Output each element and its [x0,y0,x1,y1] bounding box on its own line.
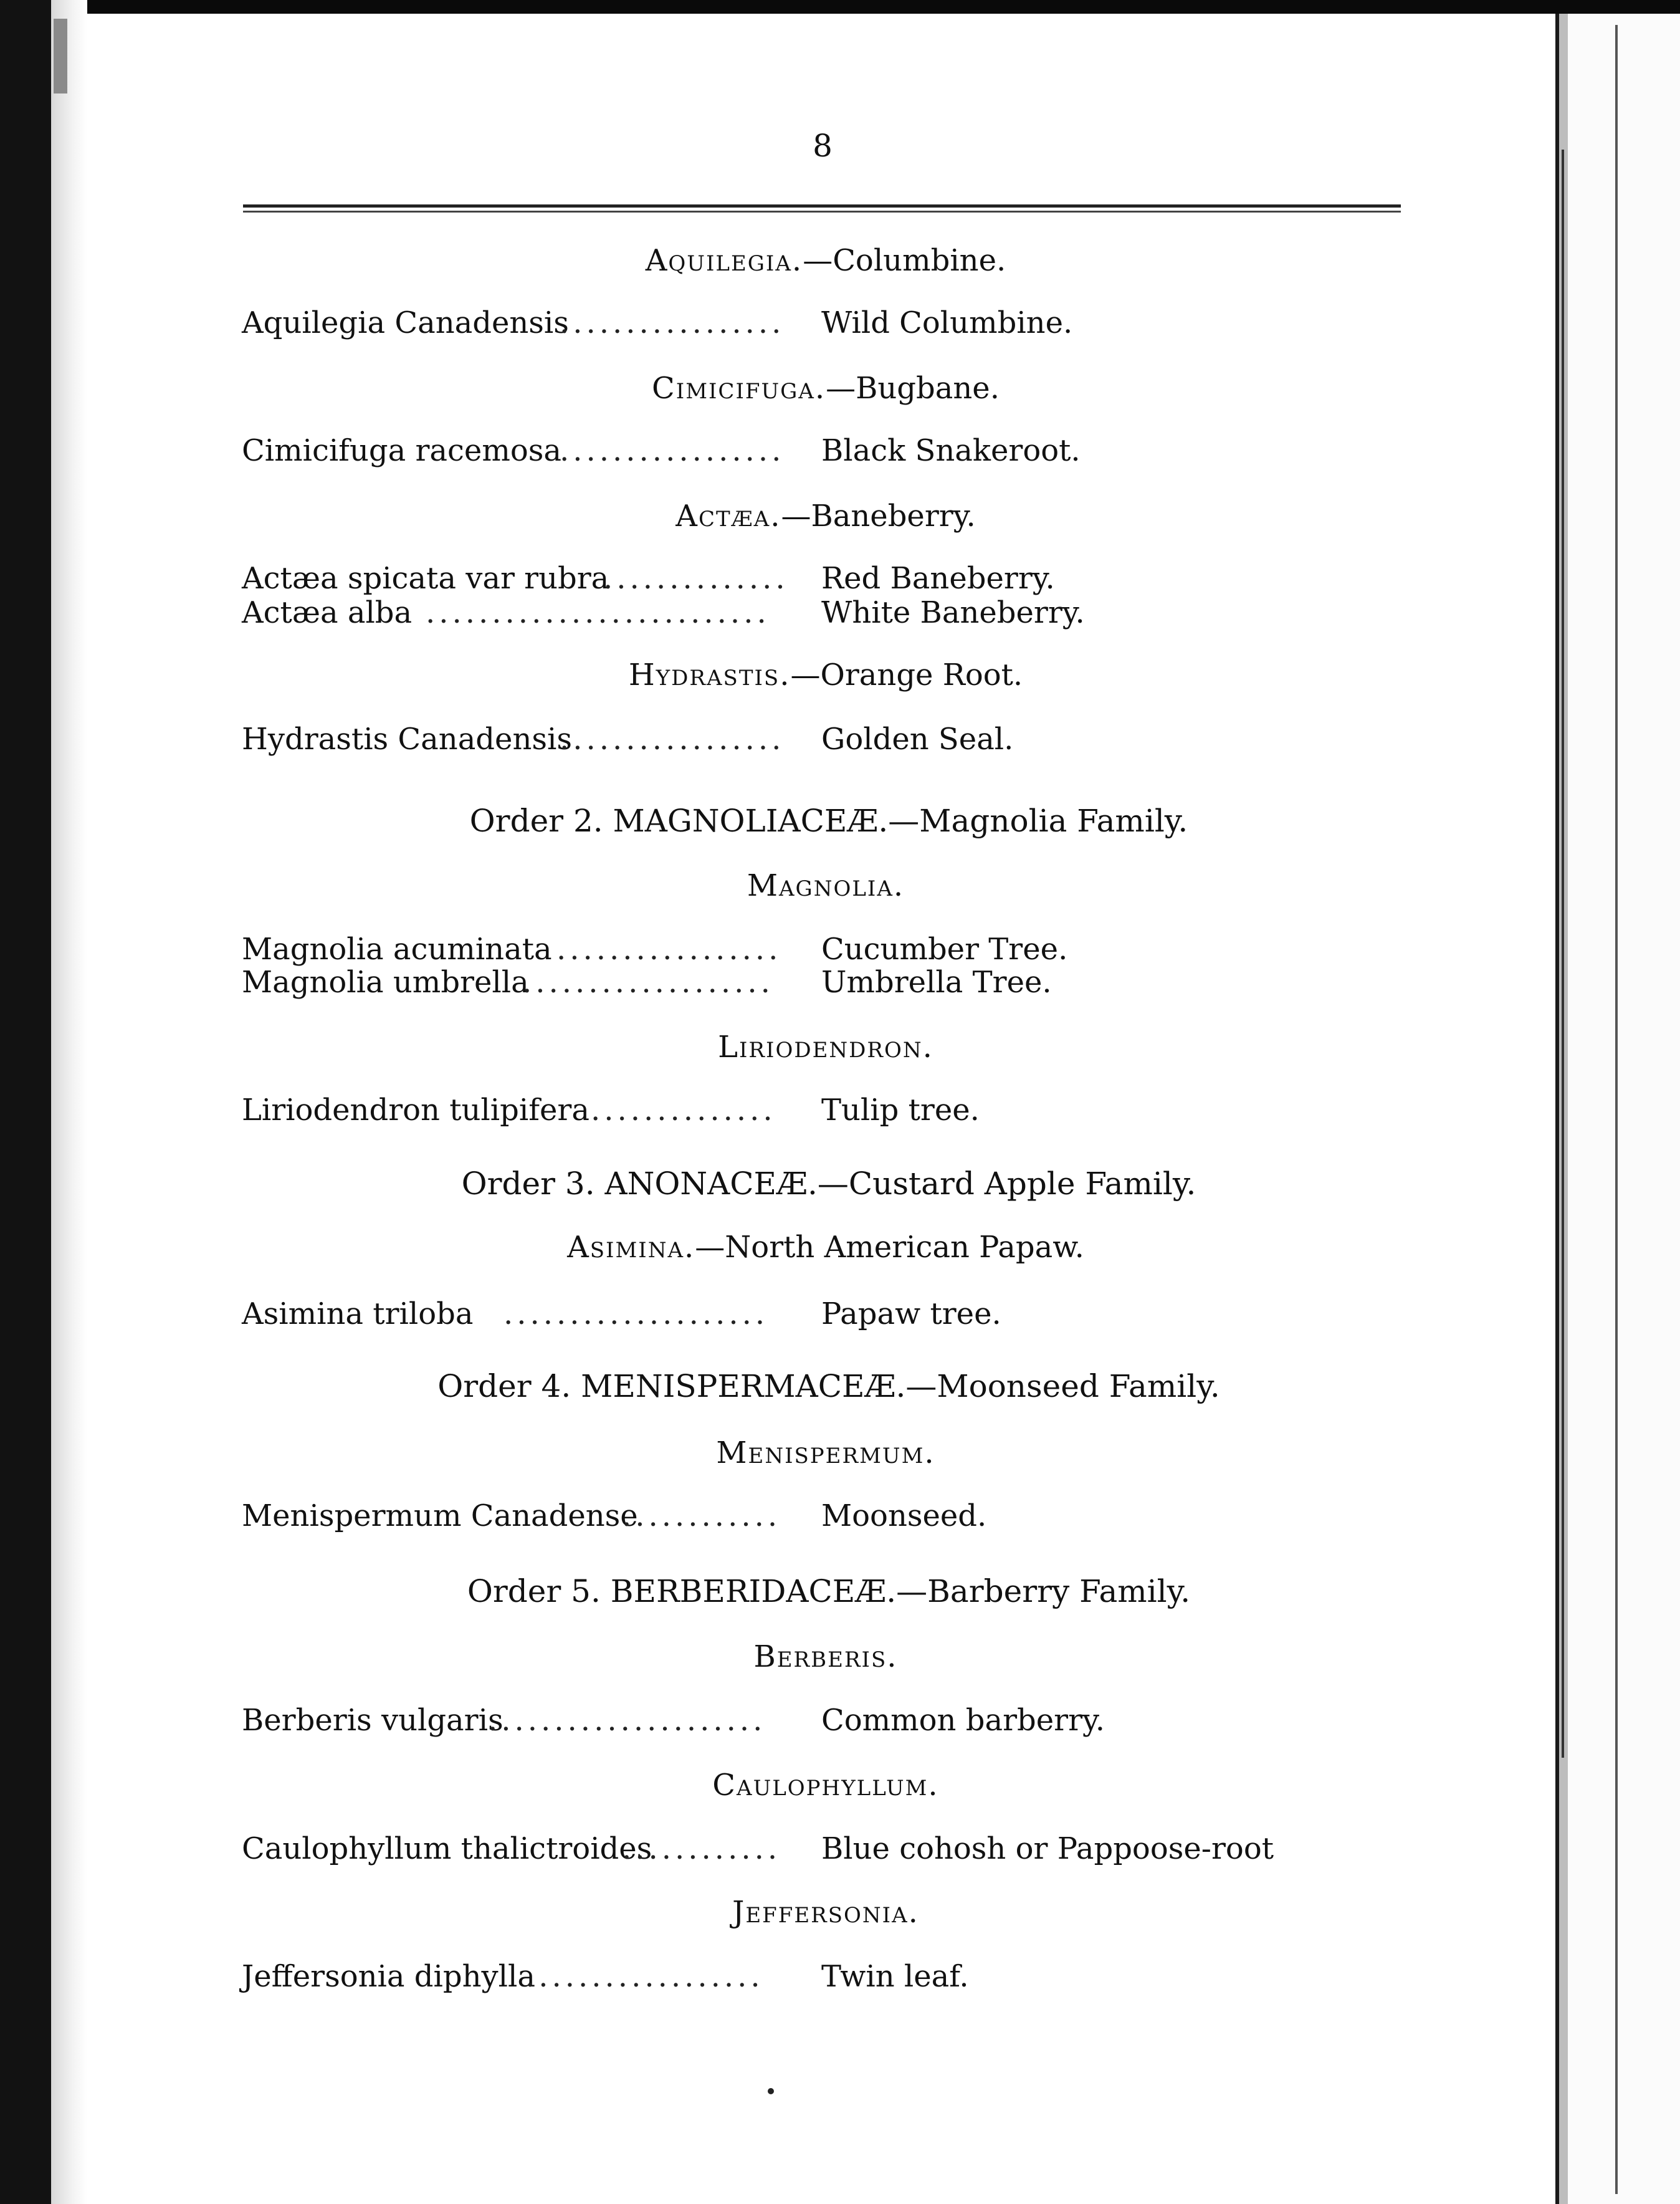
scan-binding-left [0,0,51,2204]
ink-speck [768,2088,774,2094]
genus-heading-aquilegia: Aquilegia.—Columbine. [645,243,1006,278]
genus-heading-jeffersonia: Jeffersonia. [732,1895,919,1930]
genus-heading-liriodendron: Liriodendron. [718,1030,933,1065]
order-heading-magnoliaceae: Order 2. MAGNOLIACEÆ.—Magnolia Family. [469,803,1188,839]
order-heading-berberidaceae: Order 5. BERBERIDACEÆ.—Barberry Family. [467,1573,1191,1609]
header-rule-thick [243,204,1401,208]
adjacent-page-rule [1615,25,1618,2194]
genus-heading-menispermum: Menispermum. [716,1435,935,1470]
page-shadow-left [51,0,87,2204]
genus-heading-actaea: Actæa.—Baneberry. [675,499,976,534]
order-heading-menispermaceae: Order 4. MENISPERMACEÆ.—Moonseed Family. [437,1368,1220,1404]
page-fold-rule [1562,150,1564,1758]
order-heading-anonaceae: Order 3. ANONACEÆ.—Custard Apple Family. [461,1166,1196,1202]
genus-heading-caulophyllum: Caulophyllum. [712,1768,939,1803]
genus-heading-berberis: Berberis. [753,1639,898,1674]
scan-border-top [0,0,1680,14]
genus-heading-cimicifuga: Cimicifuga.—Bugbane. [652,371,1000,406]
genus-heading-hydrastis: Hydrastis.—Orange Root. [628,658,1023,692]
genus-heading-asimina: Asimina.—North American Papaw. [567,1230,1084,1265]
page-number: 8 [813,128,833,164]
header-rule-thin [243,211,1401,213]
scan-mark-left [54,19,67,93]
genus-heading-magnolia: Magnolia. [747,868,905,903]
adjacent-page [1568,14,1680,2204]
